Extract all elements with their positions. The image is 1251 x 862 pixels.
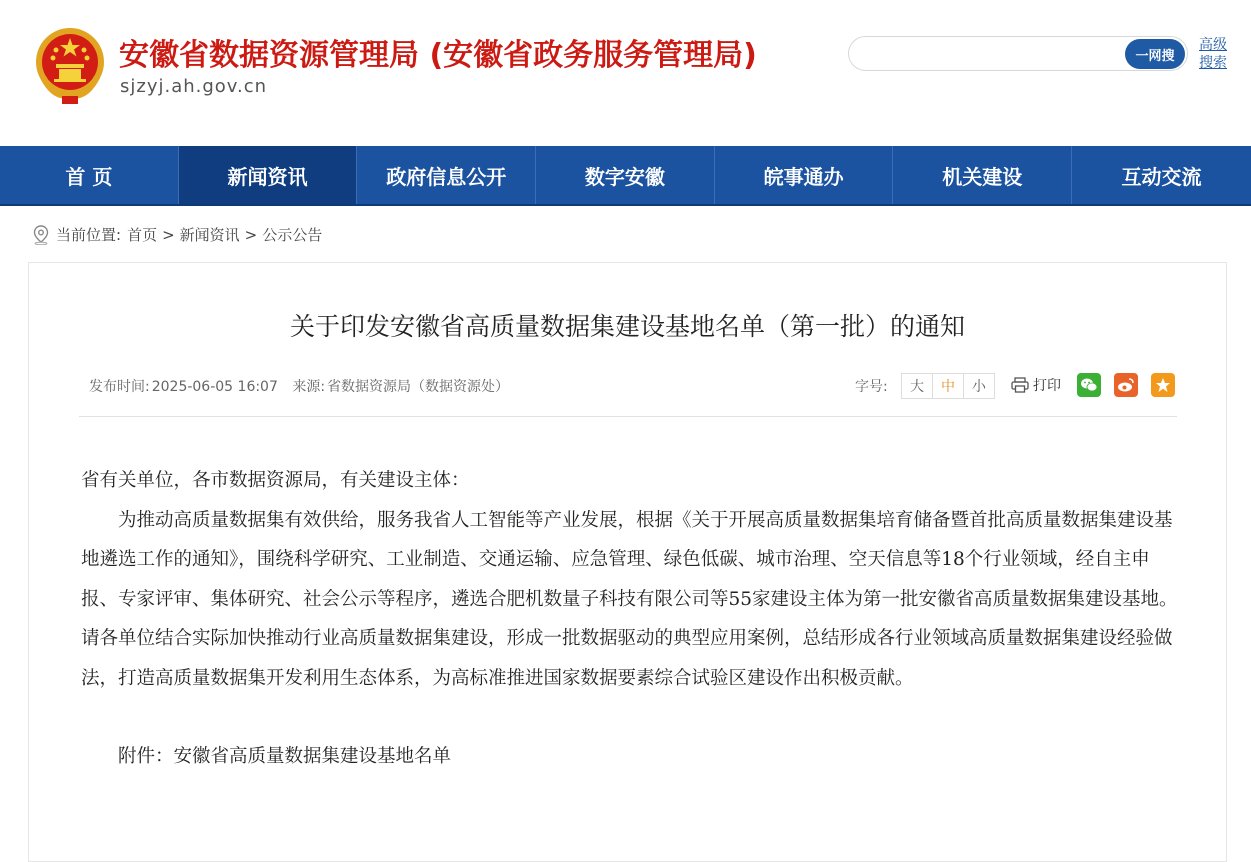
search-button[interactable]: 一网搜 [1125, 39, 1185, 69]
publish-time: 2025-06-05 16:07 [151, 379, 278, 395]
share-weibo-button[interactable] [1114, 373, 1138, 397]
site-domain: sjzyj.ah.gov.cn [120, 76, 268, 97]
location-pin-icon [32, 225, 50, 245]
article-salutation: 省有关单位，各市数据资源局，有关建设主体： [81, 470, 470, 491]
breadcrumb-item-notice[interactable]: 公示公告 [262, 226, 323, 244]
national-emblem-icon [32, 26, 108, 106]
breadcrumb-separator: > [244, 225, 258, 244]
fontsize-label: 字号: [855, 379, 888, 395]
star-icon [1155, 377, 1171, 393]
advanced-search-link[interactable]: 高级搜索 [1199, 37, 1227, 71]
breadcrumb-item-home[interactable]: 首页 [127, 226, 158, 244]
wechat-icon [1080, 377, 1098, 393]
fontsize-switcher [901, 373, 995, 399]
share-wechat-button[interactable] [1077, 373, 1101, 397]
site-header [0, 0, 1251, 146]
article-title: 关于印发安徽省高质量数据集建设基地名单（第一批）的通知 [289, 312, 965, 341]
nav-item-digital-anhui[interactable]: 数字安徽 [536, 146, 715, 204]
nav-item-home[interactable]: 首 页 [0, 146, 179, 204]
article-meta [89, 376, 519, 396]
source-label: 来源: [292, 379, 326, 395]
nav-item-gov-info[interactable]: 政府信息公开 [357, 146, 536, 204]
favorite-button[interactable] [1151, 373, 1175, 397]
breadcrumb-item-news[interactable]: 新闻资讯 [179, 226, 240, 244]
weibo-icon [1117, 377, 1135, 393]
fontsize-medium-button[interactable]: 中 [933, 374, 964, 398]
nav-item-interaction[interactable]: 互动交流 [1121, 164, 1202, 189]
nav-item-news[interactable]: 新闻资讯 [179, 146, 358, 204]
nav-item-organ-building[interactable]: 机关建设 [893, 146, 1072, 204]
source-value: 省数据资源局（数据资源处） [327, 379, 510, 395]
printer-icon [1011, 377, 1029, 393]
print-label: 打印 [1033, 378, 1061, 394]
search-input[interactable] [863, 43, 1117, 67]
meta-divider [79, 416, 1177, 417]
article-panel [28, 262, 1227, 862]
search-bar [848, 36, 1188, 71]
site-title[interactable]: 安徽省数据资源管理局 (安徽省政务服务管理局) [119, 38, 757, 73]
main-nav [0, 146, 1251, 206]
article-body [81, 461, 1181, 777]
breadcrumb [32, 224, 322, 245]
article-paragraph: 为推动高质量数据集有效供给，服务我省人工智能等产业发展，根据《关于开展高质量数据集培育储备暨首批高质量数据集建设基地遴选工作的通知》，围绕科学研究、工业制造、交通运输、应急管理、绿色低碳、城市治理、空天信息等18个行业领域，经自主申报、专家评审、集体研究、社会公示等程序，遴选合肥机数量子科技有限公司等55家建设主体为第一批安徽省高质量数据集建设基地。请各单位结合实际加快推动行业高质量数据集建设，形成一批数据驱动的典型应用案例，总结形成各行业领域高质量数据集建设经验做法，打造高质量数据集开发利用生态体系，为高标准推进国家数据要素综合试验区建设作出积极贡献。 [81, 509, 1178, 689]
nav-item-wanshitong[interactable]: 皖事通办 [715, 146, 894, 204]
breadcrumb-prefix: 当前位置: [56, 226, 122, 244]
breadcrumb-separator: > [162, 225, 175, 244]
fontsize-large-button[interactable]: 大 [902, 374, 933, 398]
publish-label: 发布时间: [89, 379, 150, 395]
print-button[interactable] [1011, 375, 1061, 395]
article-attachment[interactable]: 附件：安徽省高质量数据集建设基地名单 [118, 746, 452, 767]
fontsize-small-button[interactable]: 小 [972, 379, 986, 395]
